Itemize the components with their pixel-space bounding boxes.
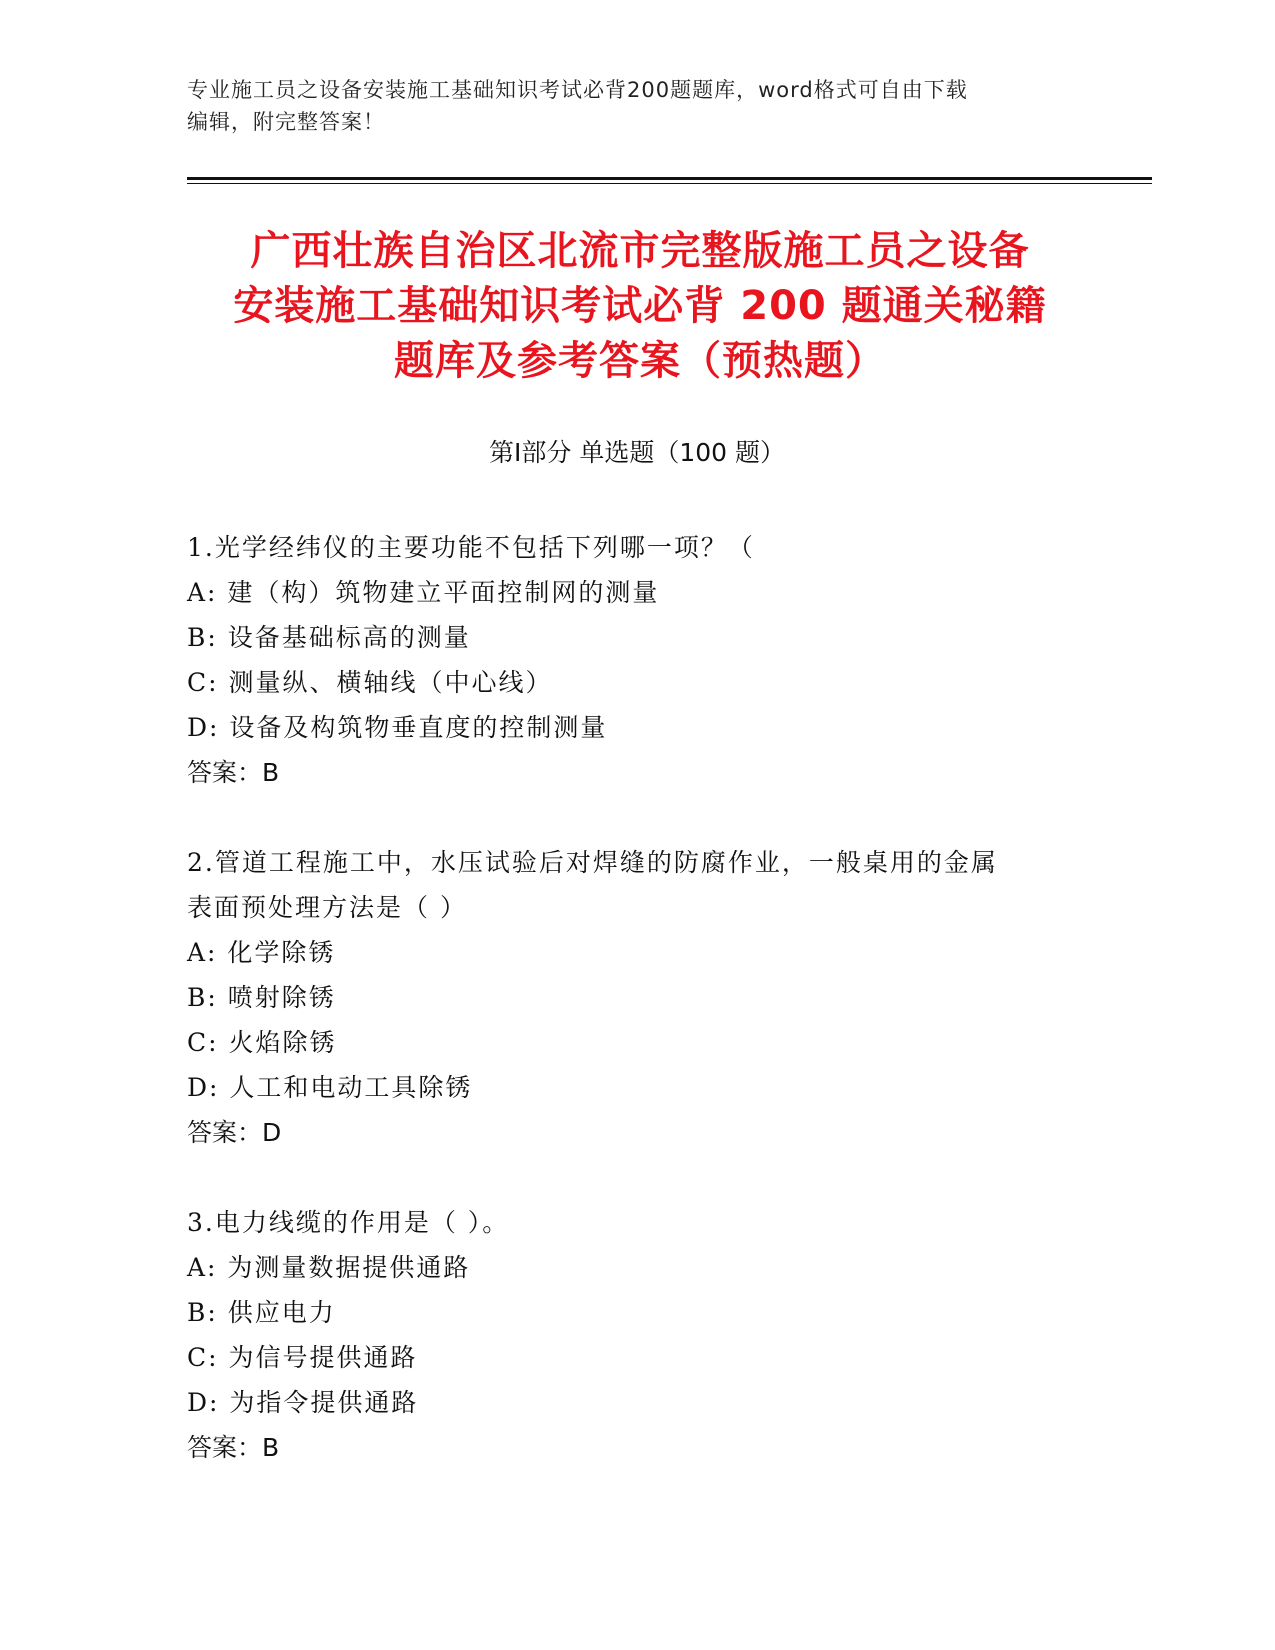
question-list (187, 525, 1087, 1515)
header-note-line-1: 专业施工员之设备安装施工基础知识考试必背200题题库，word格式可自由下载 (187, 78, 968, 102)
option-c: C: 为信号提供通路 (187, 1343, 418, 1372)
document-title-line-2: 安装施工基础知识考试必背 200 题通关秘籍 (233, 283, 1047, 329)
question-3 (187, 1200, 1087, 1470)
question-stem: 3.电力线缆的作用是（ ）。 (187, 1208, 510, 1237)
document-title (190, 224, 1090, 389)
document-title-line-3: 题库及参考答案（预热题） (394, 338, 886, 384)
option-d: D: 为指令提供通路 (187, 1388, 419, 1417)
question-stem: 1.光学经纬仪的主要功能不包括下列哪一项？（ (187, 533, 755, 562)
section-title: 第Ⅰ部分 单选题（100 题） (489, 438, 785, 467)
option-a: A: 建（构）筑物建立平面控制网的测量 (187, 578, 660, 607)
question-stem-continuation: 表面预处理方法是（ ） (187, 893, 467, 922)
option-a: A: 化学除锈 (187, 938, 336, 967)
document-title-line-1: 广西壮族自治区北流市完整版施工员之设备 (250, 228, 1030, 274)
option-b: B: 供应电力 (187, 1298, 336, 1327)
option-d: D: 设备及构筑物垂直度的控制测量 (187, 713, 608, 742)
option-d: D: 人工和电动工具除锈 (187, 1073, 473, 1102)
answer-label: 答案：D (187, 1118, 282, 1147)
answer-label: 答案：B (187, 758, 280, 787)
header-rule-thick (187, 177, 1152, 180)
option-c: C: 测量纵、横轴线（中心线） (187, 668, 553, 697)
header-rule-thin (187, 183, 1152, 184)
option-b: B: 喷射除锈 (187, 983, 336, 1012)
question-2 (187, 840, 1087, 1155)
question-stem: 2.管道工程施工中，水压试验后对焊缝的防腐作业，一般桌用的金属 (187, 848, 998, 877)
option-b: B: 设备基础标高的测量 (187, 623, 471, 652)
answer-label: 答案：B (187, 1433, 280, 1462)
option-c: C: 火焰除锈 (187, 1028, 337, 1057)
header-note-line-2: 编辑，附完整答案！ (187, 110, 385, 134)
header-note (187, 74, 1067, 138)
option-a: A: 为测量数据提供通路 (187, 1253, 471, 1282)
question-1 (187, 525, 1087, 795)
